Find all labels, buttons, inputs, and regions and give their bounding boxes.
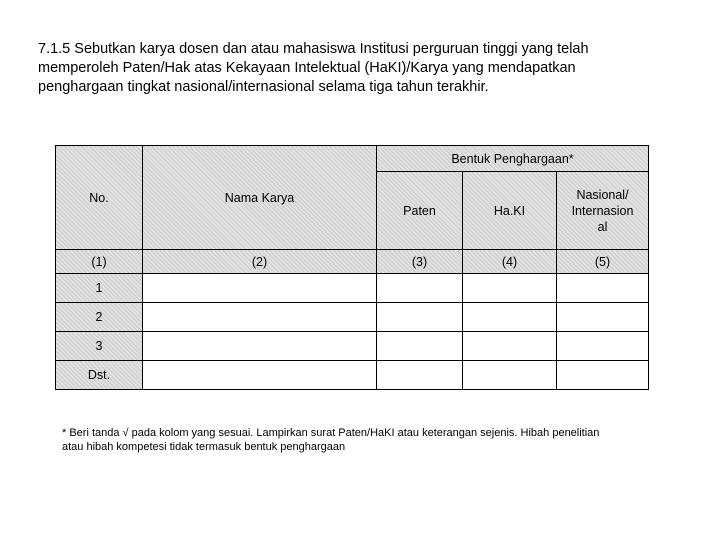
- table-cell[interactable]: [377, 332, 463, 361]
- heading-line: 7.1.5 Sebutkan karya dosen dan atau mahasiswa Institusi perguruan tinggi yang telah: [38, 41, 589, 57]
- column-number: (5): [557, 250, 649, 274]
- heading-line: memperoleh Paten/Hak atas Kekayaan Intelektual (HaKI)/Karya yang mendapatkan: [38, 60, 576, 76]
- header-nama-karya: Nama Karya: [143, 146, 377, 250]
- row-number: 1: [56, 274, 143, 303]
- column-number: (2): [143, 250, 377, 274]
- table-cell[interactable]: [377, 274, 463, 303]
- table-cell[interactable]: [463, 303, 557, 332]
- header-no: No.: [56, 146, 143, 250]
- row-number: Dst.: [56, 361, 143, 390]
- table-cell[interactable]: [143, 303, 377, 332]
- table-cell[interactable]: [377, 303, 463, 332]
- table-row: [56, 332, 649, 361]
- table-cell[interactable]: [143, 332, 377, 361]
- section-heading: [38, 40, 688, 97]
- header-bentuk-penghargaan: Bentuk Penghargaan*: [377, 146, 649, 172]
- header-line: Nasional/: [576, 187, 629, 202]
- table-row: [56, 361, 649, 390]
- footnote-line: atau hibah kompetesi tidak termasuk bentuk penghargaan: [62, 441, 346, 453]
- footnote: [62, 426, 662, 454]
- heading-line: penghargaan tingkat nasional/internasional selama tiga tahun terakhir.: [38, 79, 489, 95]
- table-cell[interactable]: [557, 303, 649, 332]
- column-number: (3): [377, 250, 463, 274]
- column-number: (4): [463, 250, 557, 274]
- award-table: [55, 145, 649, 390]
- column-number: (1): [56, 250, 143, 274]
- header-haki: Ha.KI: [463, 172, 557, 250]
- table-row: [56, 274, 649, 303]
- table-cell[interactable]: [463, 274, 557, 303]
- table-cell[interactable]: [143, 274, 377, 303]
- table-cell[interactable]: [463, 361, 557, 390]
- table-cell[interactable]: [557, 332, 649, 361]
- header-paten: Paten: [377, 172, 463, 250]
- table-cell[interactable]: [557, 274, 649, 303]
- header-line: al: [597, 219, 608, 234]
- table-cell[interactable]: [463, 332, 557, 361]
- row-number: 3: [56, 332, 143, 361]
- table-cell[interactable]: [377, 361, 463, 390]
- table-cell[interactable]: [143, 361, 377, 390]
- header-line: Internasion: [571, 203, 634, 218]
- table-row: [56, 303, 649, 332]
- table-cell[interactable]: [557, 361, 649, 390]
- row-number: 2: [56, 303, 143, 332]
- footnote-line: * Beri tanda √ pada kolom yang sesuai. Lampirkan surat Paten/HaKI atau keterangan sejenis. Hibah penelitian: [62, 427, 600, 439]
- header-nasional-internasional: [557, 172, 649, 250]
